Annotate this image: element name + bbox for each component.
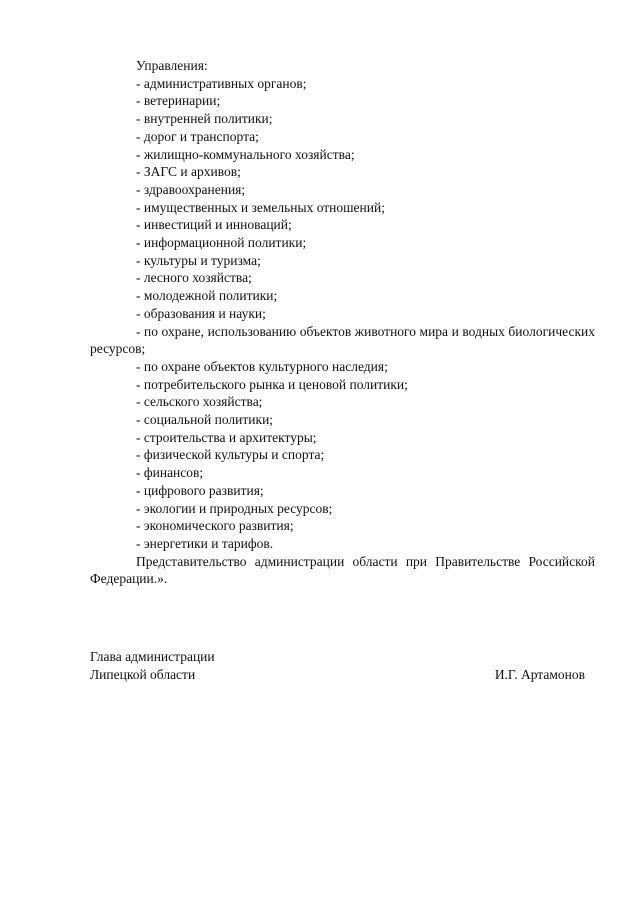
list-item: - административных органов; bbox=[136, 75, 307, 91]
list-heading: Управления: bbox=[136, 58, 208, 73]
signer-name: И.Г. Артамонов bbox=[494, 667, 585, 682]
signer-title-line2: Липецкой области bbox=[90, 667, 196, 682]
list-item: - культуры и туризма; bbox=[136, 252, 261, 268]
list-item-long: - по охране, использованию объектов животного мира и водных биологических ресурсов; bbox=[90, 323, 595, 357]
list-item: - цифрового развития; bbox=[136, 482, 264, 498]
list-item: - сельского хозяйства; bbox=[136, 394, 263, 410]
list-item: - здравоохранения; bbox=[136, 181, 246, 197]
list-item: - энергетики и тарифов. bbox=[136, 535, 274, 551]
list-item: - имущественных и земельных отношений; bbox=[136, 199, 385, 215]
signer-row bbox=[90, 666, 585, 684]
signer-title-line1: Глава администрации bbox=[90, 649, 215, 664]
list-item: - потребительского рынка и ценовой политики; bbox=[136, 376, 408, 392]
list-item: - строительства и архитектуры; bbox=[136, 429, 317, 445]
list-item: - образования и науки; bbox=[136, 305, 266, 321]
list-item: - экономического развития; bbox=[136, 518, 294, 534]
list-item: - инвестиций и инноваций; bbox=[136, 217, 292, 233]
list-item: - ЗАГС и архивов; bbox=[136, 164, 241, 180]
list-item: - жилищно-коммунального хозяйства; bbox=[136, 146, 355, 162]
list-item: - лесного хозяйства; bbox=[136, 270, 252, 286]
signature-block bbox=[90, 648, 585, 684]
list-item: - внутренней политики; bbox=[136, 111, 273, 127]
list-item: - по охране объектов культурного наследия; bbox=[136, 358, 388, 374]
list-item: - дорог и транспорта; bbox=[136, 128, 259, 144]
closing-paragraph: Представительство администрации области при Правительстве Российской Федерации.». bbox=[90, 553, 595, 587]
list-item: - физической культуры и спорта; bbox=[136, 447, 325, 463]
document-body bbox=[90, 57, 595, 588]
list-item: - ветеринарии; bbox=[136, 93, 221, 109]
list-item: - экологии и природных ресурсов; bbox=[136, 500, 333, 516]
list-item: - финансов; bbox=[136, 465, 204, 481]
list-item: - социальной политики; bbox=[136, 412, 274, 428]
list-item: - информационной политики; bbox=[136, 235, 307, 251]
list-item: - молодежной политики; bbox=[136, 288, 278, 304]
